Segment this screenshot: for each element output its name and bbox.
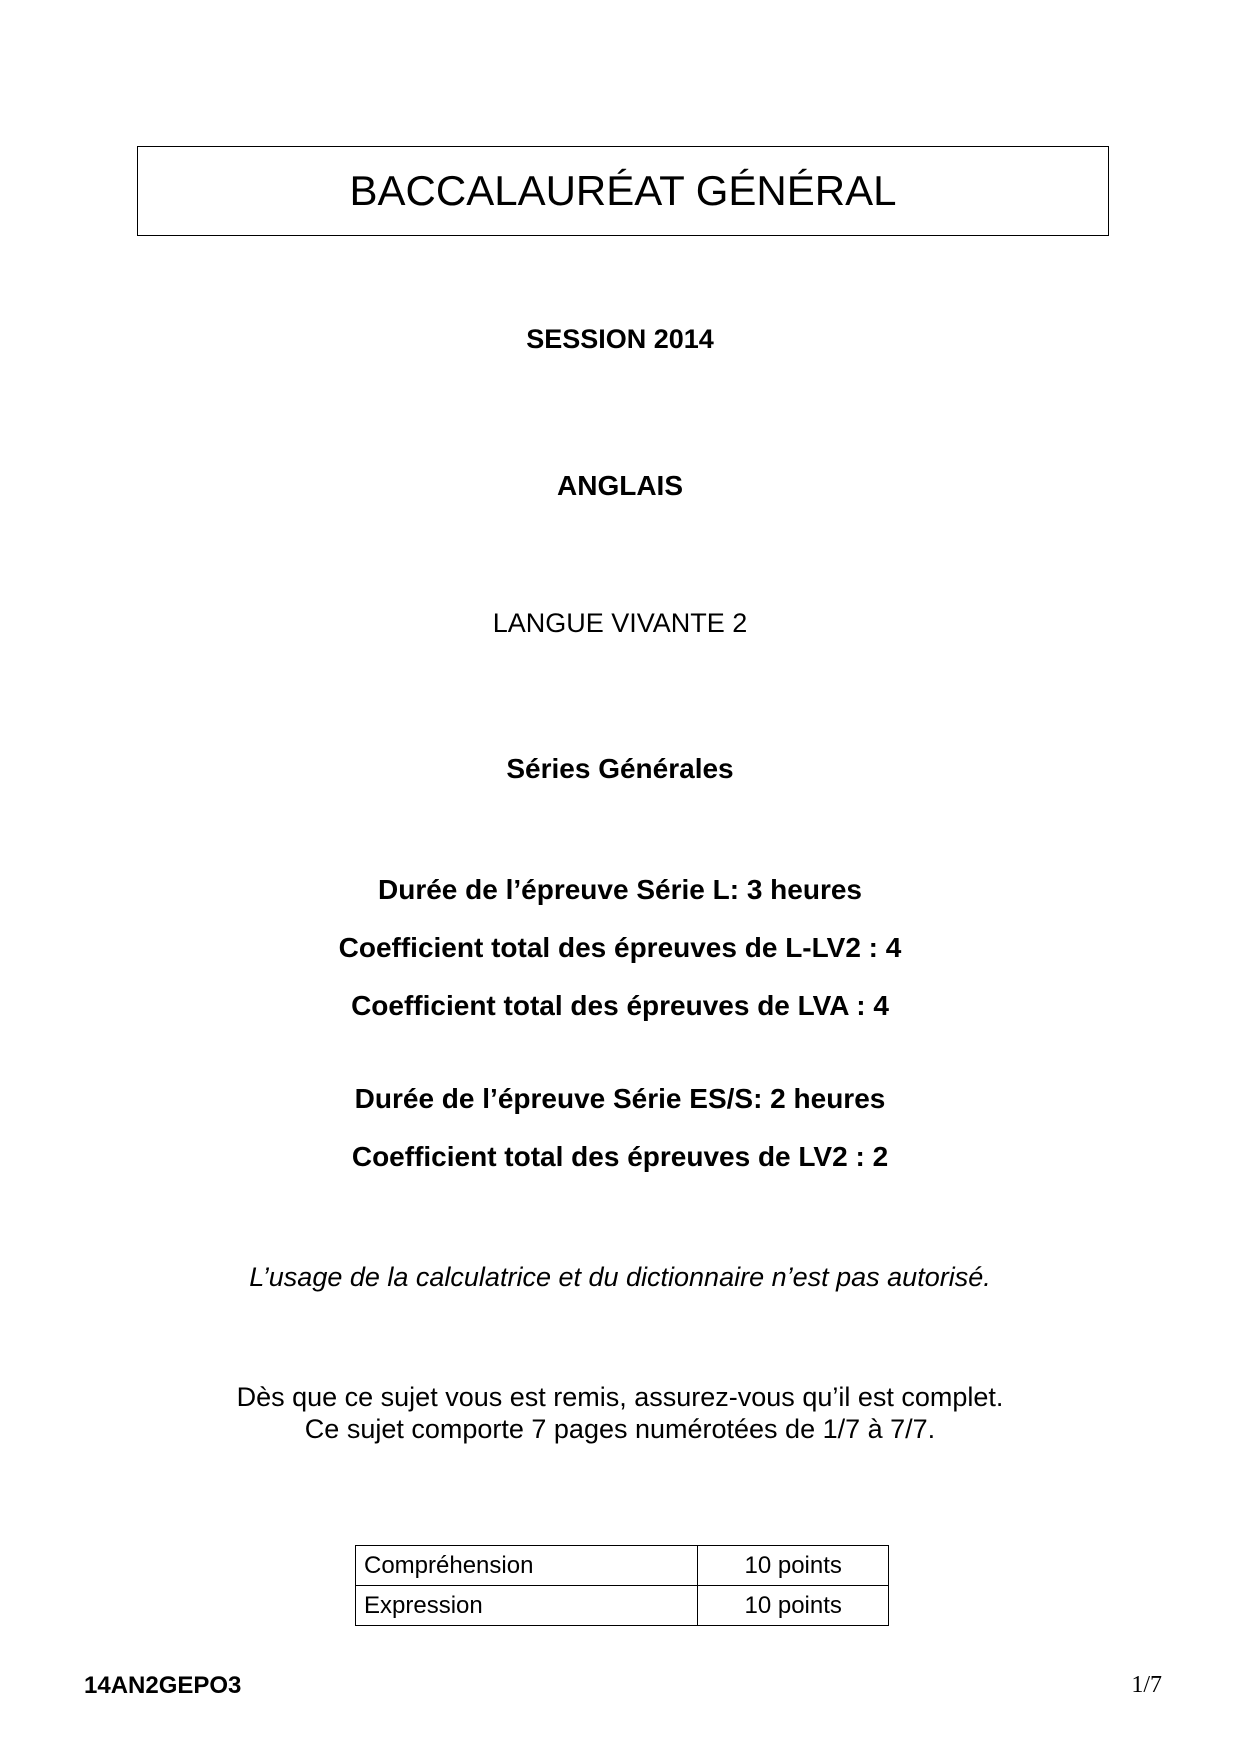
completeness-notice-line2: Ce sujet comporte 7 pages numérotées de 1/7 à 7/7. <box>304 1414 936 1444</box>
table-row <box>356 1586 889 1626</box>
score-points: 10 points <box>698 1586 889 1626</box>
duration-serie-es-s: Durée de l’épreuve Série ES/S: 2 heures <box>354 1083 886 1114</box>
coefficient-lv2: Coefficient total des épreuves de LV2 : 2 <box>351 1141 889 1172</box>
duration-serie-l: Durée de l’épreuve Série L: 3 heures <box>378 874 862 905</box>
scores-table <box>355 1545 889 1626</box>
series-label: Séries Générales <box>506 753 734 784</box>
coefficient-lva: Coefficient total des épreuves de LVA : 4 <box>351 990 889 1021</box>
language-level-label: LANGUE VIVANTE 2 <box>492 608 748 638</box>
page-title: BACCALAURÉAT GÉNÉRAL <box>349 167 897 214</box>
completeness-notice-line1: Dès que ce sujet vous est remis, assurez-vous qu’il est complet. <box>236 1382 1004 1412</box>
subject-label: ANGLAIS <box>557 470 683 501</box>
coefficient-l-lv2: Coefficient total des épreuves de L-LV2 : 4 <box>338 932 902 963</box>
session-label: SESSION 2014 <box>526 324 714 354</box>
score-label: Compréhension <box>356 1546 698 1586</box>
calculator-notice: L’usage de la calculatrice et du dictionnaire n’est pas autorisé. <box>249 1262 991 1292</box>
title-box <box>137 146 1109 236</box>
table-row <box>356 1546 889 1586</box>
page-number: 1/7 <box>1131 1672 1162 1698</box>
exam-code: 14AN2GEPO3 <box>84 1672 242 1699</box>
score-points: 10 points <box>698 1546 889 1586</box>
score-label: Expression <box>356 1586 698 1626</box>
